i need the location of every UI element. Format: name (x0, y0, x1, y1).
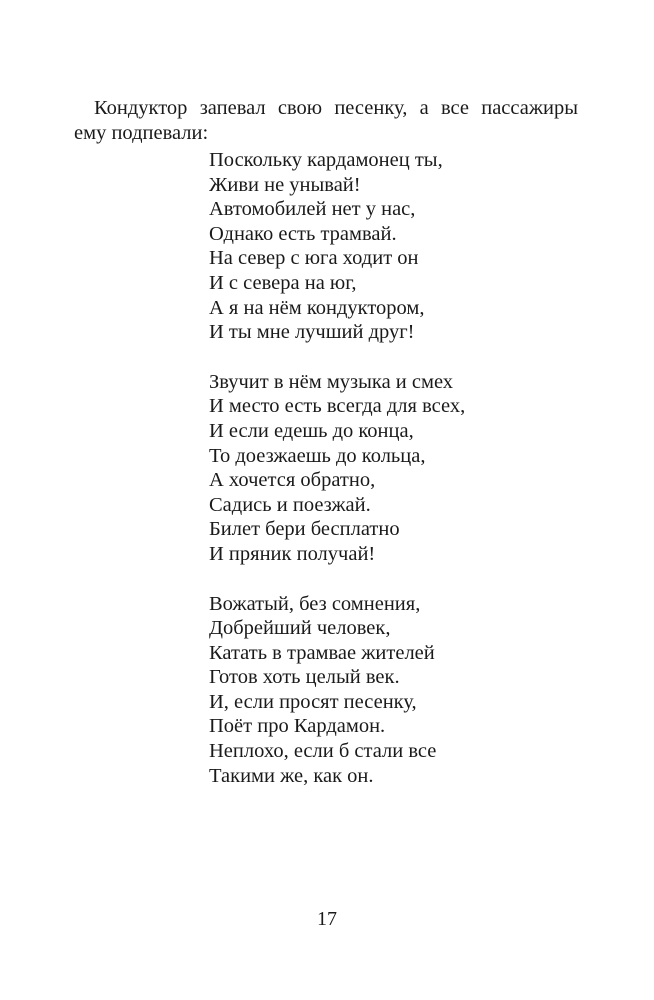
verse-line: И пряник получай! (209, 542, 376, 565)
verse-line: И, если просят песенку, (209, 690, 417, 713)
page-number: 17 (317, 908, 337, 930)
poem (209, 148, 465, 813)
verse-line: Садись и поезжай. (209, 493, 371, 516)
stanza-2 (209, 370, 465, 567)
verse-line: Неплохо, если б стали все (209, 740, 437, 763)
verse-line: А хочется обратно, (209, 469, 376, 492)
verse-line: Автомобилей нет у нас, (209, 198, 416, 221)
verse-line: А я на нём кондуктором, (209, 296, 425, 319)
stanza-3 (209, 592, 465, 789)
verse-line: Вожатый, без сомнения, (209, 592, 421, 615)
intro-line: ему подпевали: (74, 122, 209, 144)
stanza-1 (209, 148, 465, 345)
intro-line: Кондуктор запевал свою песенку, а все пассажиры (94, 97, 578, 119)
verse-line: И с севера на юг, (209, 271, 357, 294)
verse-line: Звучит в нём музыка и смех (209, 370, 454, 393)
verse-line: Такими же, как он. (209, 764, 374, 787)
verse-line: Добрейший человек, (209, 617, 391, 640)
verse-line: На север с юга ходит он (209, 247, 419, 270)
verse-line: Поскольку кардамонец ты, (209, 149, 443, 171)
verse-line: Билет бери бесплатно (209, 518, 400, 541)
verse-line: Катать в трамвае жителей (209, 641, 435, 664)
verse-line: Готов хоть целый век. (209, 666, 400, 689)
verse-line: Поёт про Кардамон. (209, 715, 386, 738)
verse-line: Живи не унывай! (209, 173, 361, 196)
verse-line: И если едешь до конца, (209, 419, 414, 442)
intro-paragraph (74, 96, 578, 146)
verse-line: То доезжаешь до кольца, (209, 444, 426, 467)
verse-line: Однако есть трамвай. (209, 222, 397, 245)
verse-line: И ты мне лучший друг! (209, 321, 415, 344)
verse-line: И место есть всегда для всех, (209, 395, 466, 418)
